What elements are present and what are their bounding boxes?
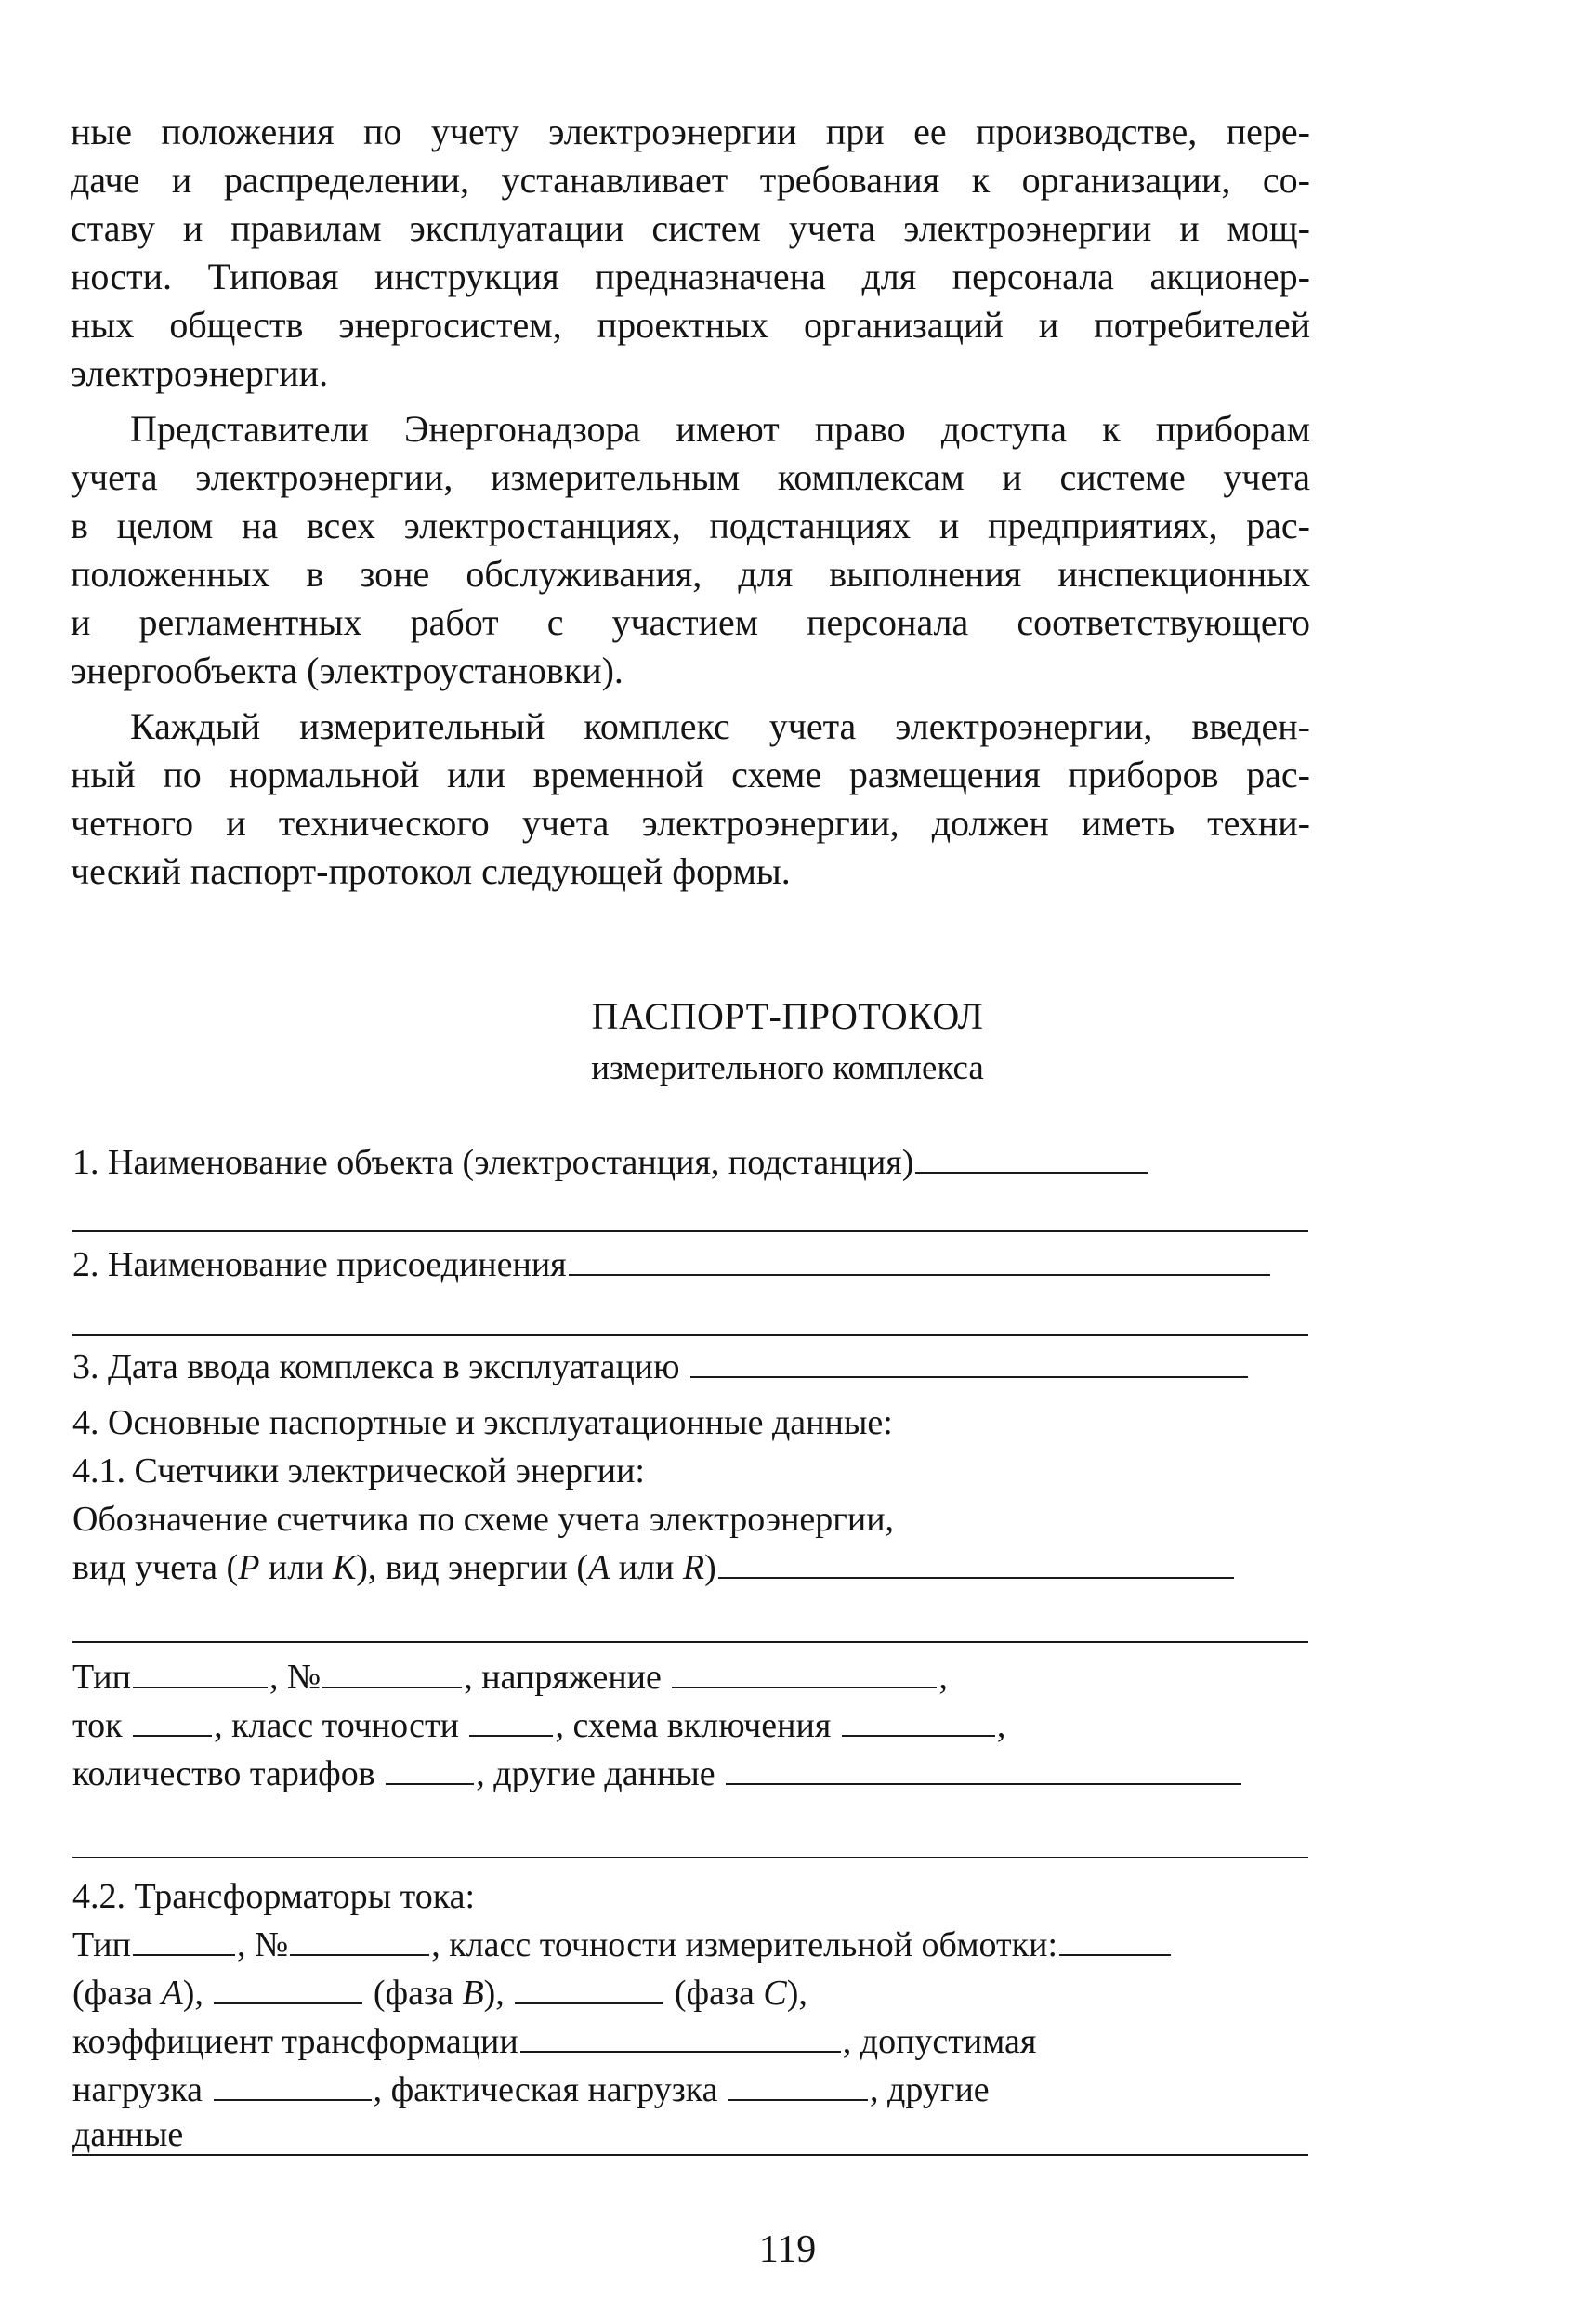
blank-line[interactable] [672, 1659, 937, 1688]
ct-ratio-row [72, 2020, 1036, 2063]
blank-line[interactable] [915, 1144, 1148, 1174]
form-item-2 [72, 1243, 1272, 1286]
blank-line[interactable] [214, 1975, 362, 2004]
text: А [161, 1974, 183, 2013]
text-line: и регламентных работ с участием персонала соответствующего [71, 601, 1310, 643]
text: , [938, 1658, 948, 1697]
text-line: ставу и правилам эксплуатации систем учета электроэнергии и мощ- [71, 207, 1310, 249]
text: А [587, 1548, 610, 1587]
blank-line[interactable] [718, 1549, 1234, 1579]
blank-line[interactable] [520, 2023, 841, 2053]
text-line: учета электроэнергии, измерительным комплексам и системе учета [71, 456, 1310, 498]
text-line: в целом на всех электростанциях, подстанциях и предприятиях, рас- [71, 505, 1310, 546]
text: нагрузка [72, 2070, 203, 2109]
text: Тип [72, 1658, 131, 1697]
blank-line[interactable] [1059, 1926, 1171, 1956]
meter-type-row [72, 1656, 948, 1699]
form-subtitle: измерительного комплекса [591, 1049, 984, 1087]
text: , [996, 1706, 1006, 1745]
text: , напряжение [464, 1658, 662, 1697]
blank-line[interactable] [690, 1348, 1248, 1378]
blank-line[interactable] [72, 1230, 1308, 1232]
form-title: ПАСПОРТ-ПРОТОКОЛ [591, 995, 984, 1037]
text-line: даче и распределении, устанавливает требования к организации, со- [71, 159, 1310, 201]
blank-line[interactable] [842, 1707, 995, 1737]
meter-accounting-type [72, 1546, 1236, 1589]
text-line: Представители Энергонадзора имеют право доступа к приборам [130, 408, 1310, 450]
text: , другие [870, 2070, 990, 2109]
ct-type-row [72, 1924, 1173, 1966]
text: К [333, 1548, 357, 1587]
text-line: ческий паспорт-протокол следующей формы. [71, 850, 791, 892]
text: ) [704, 1548, 716, 1587]
blank-line[interactable] [72, 1857, 1308, 1858]
blank-line[interactable] [569, 1246, 1270, 1276]
text: (фаза [72, 1974, 162, 2013]
text: или [259, 1548, 334, 1587]
text: R [682, 1548, 705, 1587]
text: ), [182, 1974, 203, 2013]
form-item-3 [72, 1346, 1250, 1388]
blank-line[interactable] [515, 1975, 663, 2004]
blank-line[interactable] [72, 2154, 1308, 2156]
text-line: Каждый измерительный комплекс учета электроэнергии, введен- [130, 705, 1310, 747]
text-line: ные положения по учету электроэнергии при ее производстве, пере- [71, 111, 1310, 152]
meter-tariffs-row [72, 1753, 1243, 1795]
blank-line[interactable] [133, 1659, 268, 1688]
text-line: энергообъекта (электроустановки). [71, 650, 623, 691]
text: ), вид энергии ( [356, 1548, 588, 1587]
item-3-label: 3. Дата ввода комплекса в эксплуатацию [72, 1347, 680, 1386]
text: , допустимая [842, 2022, 1037, 2061]
text: С [763, 1974, 787, 2013]
blank-line[interactable] [469, 1707, 553, 1737]
text: или [610, 1548, 683, 1587]
meter-designation-label: Обозначение счетчика по схеме учета электроэнергии, [72, 1500, 895, 1539]
text: коэффициент трансформации [72, 2022, 518, 2061]
text: количество тарифов [72, 1754, 375, 1793]
text: вид учета ( [72, 1548, 239, 1587]
text-line: ности. Типовая инструкция предназначена для персонала акционер- [71, 256, 1310, 297]
blank-line[interactable] [72, 1641, 1308, 1643]
blank-line[interactable] [726, 1755, 1241, 1785]
text: , схема включения [555, 1706, 832, 1745]
ct-load-row [72, 2068, 990, 2111]
page-number: 119 [758, 2228, 817, 2271]
text: В [462, 1974, 484, 2013]
ct-phase-row [72, 1972, 807, 2015]
text: , класс точности измерительной обмотки: [431, 1925, 1058, 1964]
text: Тип [72, 1925, 131, 1964]
text: , фактическая нагрузка [373, 2070, 718, 2109]
form-item-4-1: 4.1. Счетчики электрической энергии: [72, 1451, 645, 1490]
text: ток [72, 1706, 123, 1745]
ct-other-data-label: данные [72, 2115, 184, 2154]
blank-line[interactable] [133, 1707, 212, 1737]
item-1-label: 1. Наименование объекта (электростанция, подстанция) [72, 1143, 914, 1182]
text-line: четного и технического учета электроэнергии, должен иметь техни- [71, 802, 1310, 844]
meter-current-row [72, 1704, 1005, 1747]
form-item-4: 4. Основные паспортные и эксплуатационные данные: [72, 1403, 893, 1442]
text: Р [238, 1548, 260, 1587]
blank-line[interactable] [728, 2071, 868, 2101]
text-line: ных обществ энергосистем, проектных организаций и потребителей [71, 304, 1310, 346]
text: , № [236, 1925, 289, 1964]
text: ), [483, 1974, 505, 2013]
blank-line[interactable] [133, 1926, 235, 1956]
form-item-4-2: 4.2. Трансформаторы тока: [72, 1877, 476, 1916]
form-item-1 [72, 1141, 1149, 1184]
text: (фаза [373, 1974, 463, 2013]
item-2-label: 2. Наименование присоединения [72, 1245, 567, 1284]
text-line: электроэнергии. [71, 352, 329, 394]
blank-line[interactable] [214, 2071, 372, 2101]
text-line: положенных в зоне обслуживания, для выполнения инспекционных [71, 553, 1310, 595]
text: (фаза [674, 1974, 764, 2013]
text-line: ный по нормальной или временной схеме размещения приборов рас- [71, 754, 1310, 795]
blank-line[interactable] [322, 1659, 462, 1688]
blank-line[interactable] [290, 1926, 429, 1956]
text: , № [269, 1658, 322, 1697]
blank-line[interactable] [72, 1334, 1308, 1336]
text: , класс точности [214, 1706, 459, 1745]
text: , другие данные [476, 1754, 715, 1793]
blank-line[interactable] [386, 1755, 474, 1785]
text: ), [786, 1974, 807, 2013]
